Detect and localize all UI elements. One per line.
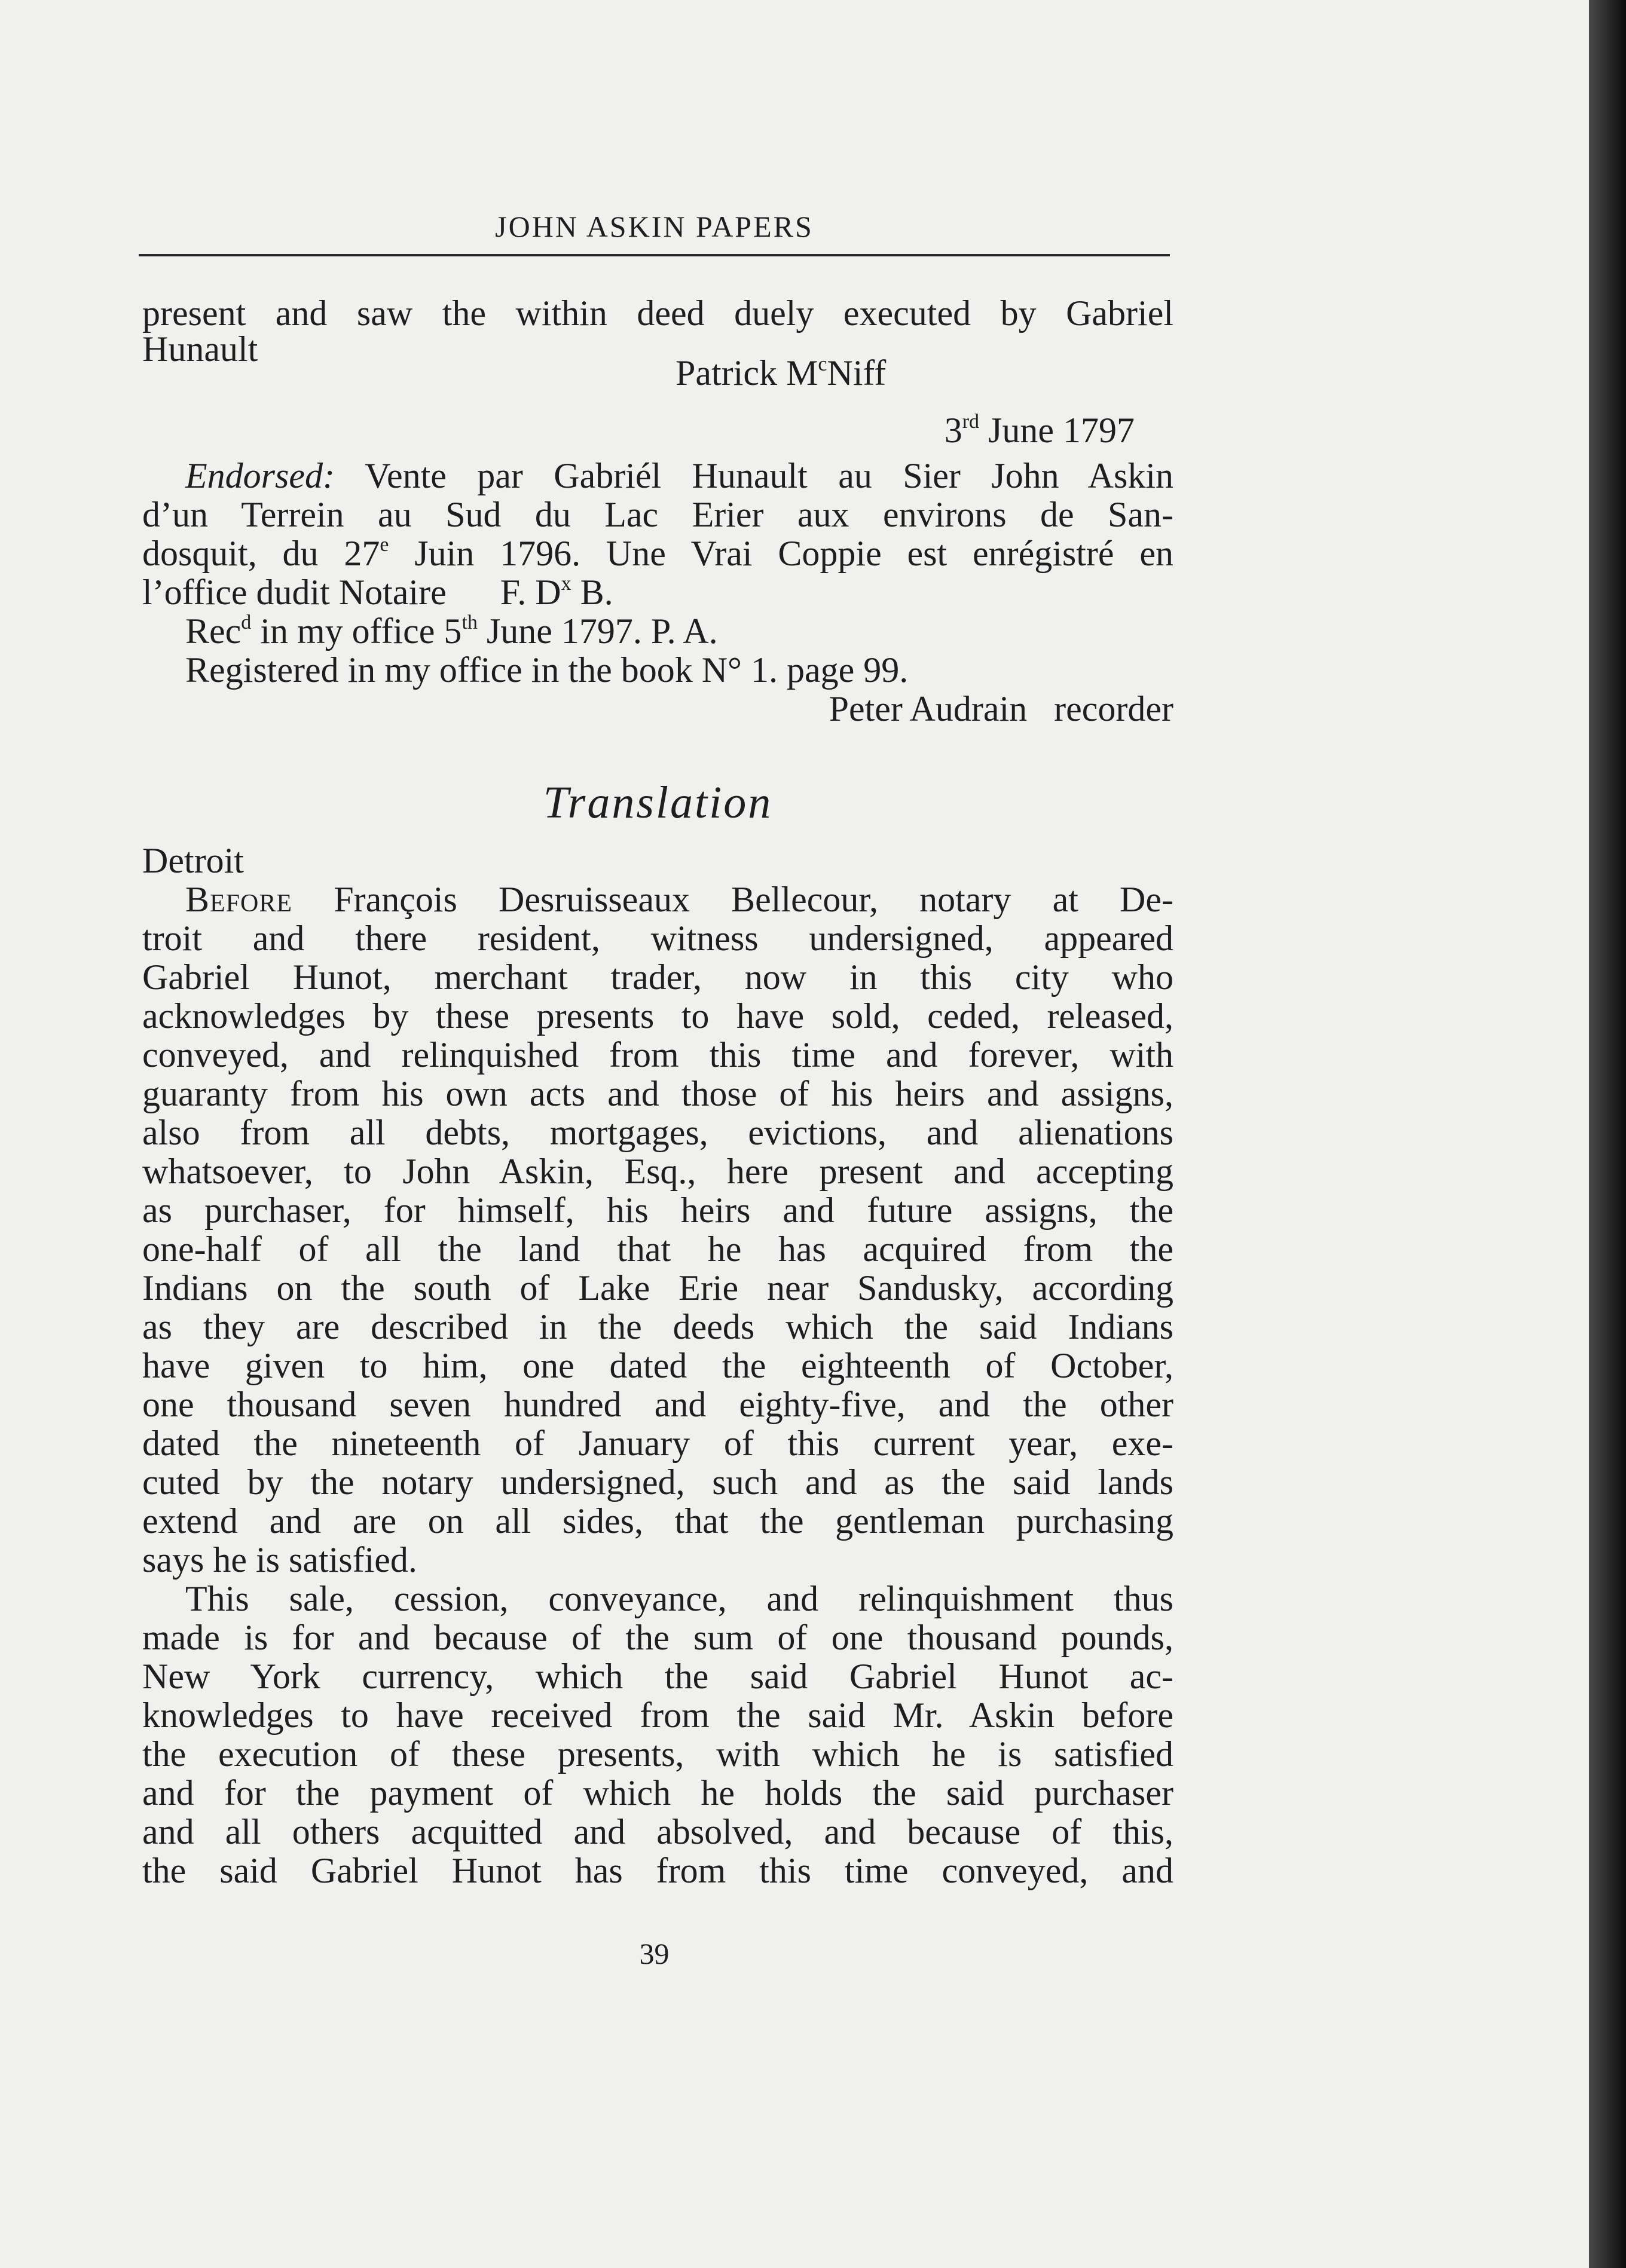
paragraph-line: cuted by the notary undersigned, such and as the said lands <box>142 1462 1173 1502</box>
header-rule <box>139 254 1170 256</box>
paragraph-line: one-half of all the land that he has acquired from the <box>142 1229 1173 1269</box>
witness-date: 3rd June 1797 <box>944 411 1135 450</box>
received-note: Rec$^d$ in my office 5th June 1797. P. A. <box>185 611 718 651</box>
paragraph-line: This sale, cession, conveyance, and relinquishment thus <box>185 1579 1173 1618</box>
paragraph-line: New York currency, which the said Gabriel Hunot ac- <box>142 1657 1173 1696</box>
endorsement-line: Endorsed: Vente par Gabriél Hunault au Sier John Askin <box>185 456 1173 495</box>
paragraph-line: guaranty from his own acts and those of his heirs and assigns, <box>142 1074 1173 1113</box>
paragraph-line: the execution of these presents, with which he is satisfied <box>142 1734 1173 1774</box>
section-title: Translation <box>543 778 773 828</box>
endorsed-label: Endorsed: <box>185 456 335 495</box>
endorsement-line: dosquit, du 27e Juin 1796. Une Vrai Coppie est enrégistré en <box>142 534 1173 573</box>
endorsement-line: d’un Terrein au Sud du Lac Erier aux environs de San- <box>142 495 1173 534</box>
paragraph-line: Indians on the south of Lake Erie near Sandusky, according <box>142 1268 1173 1308</box>
paragraph-line: and all others acquitted and absolved, and because of this, <box>142 1812 1173 1851</box>
paragraph-line: troit and there resident, witness undersigned, appeared <box>142 919 1173 958</box>
text-line: Hunault <box>142 329 258 369</box>
page-number: 39 <box>639 1937 670 1970</box>
paragraph-line: conveyed, and relinquished from this time and forever, with <box>142 1035 1173 1075</box>
paragraph-line: also from all debts, mortgages, evictions, and alienations <box>142 1113 1173 1152</box>
paragraph-line: whatsoever, to John Askin, Esq., here present and accepting <box>142 1152 1173 1191</box>
paragraph-line: Gabriel Hunot, merchant trader, now in this city who <box>142 957 1173 997</box>
paragraph-line: the said Gabriel Hunot has from this time conveyed, and <box>142 1851 1173 1890</box>
paragraph-line: knowledges to have received from the said Mr. Askin before <box>142 1695 1173 1735</box>
place-line: Detroit <box>142 841 244 880</box>
recorder-signature: Peter Audrain recorder <box>829 689 1173 729</box>
paragraph-line: extend and are on all sides, that the gentleman purchasing <box>142 1501 1173 1541</box>
paragraph-line: acknowledges by these presents to have sold, ceded, released, <box>142 996 1173 1036</box>
witness-signature: Patrick $M^cNiff$ <box>676 353 887 393</box>
paragraph-line: says he is satisfied. <box>142 1540 417 1580</box>
paragraph-line: dated the nineteenth of January of this current year, exe- <box>142 1424 1173 1463</box>
registered-note: Registered in my office in the book N° 1. page 99. <box>185 650 909 690</box>
paragraph-line: and for the payment of which he holds the said purchaser <box>142 1773 1173 1813</box>
paragraph-line: one thousand seven hundred and eighty-five, and the other <box>142 1385 1173 1424</box>
paragraph-line: as they are described in the deeds which the said Indians <box>142 1307 1173 1346</box>
running-header: JOHN ASKIN PAPERS <box>495 210 814 243</box>
paragraph-line: as purchaser, for himself, his heirs and future assigns, the <box>142 1190 1173 1230</box>
paragraph-line: Before François Desruisseaux Bellecour, notary at De- <box>185 880 1173 919</box>
paragraph-line: have given to him, one dated the eighteenth of October, <box>142 1346 1173 1385</box>
text-line: present and saw the within deed duely executed by Gabriel <box>142 293 1173 333</box>
paragraph-line: made is for and because of the sum of one thousand pounds, <box>142 1618 1173 1657</box>
scan-edge-shadow <box>1589 0 1626 2268</box>
endorsement-line: l’office dudit Notaire F. $D^x$ B. <box>142 573 613 612</box>
